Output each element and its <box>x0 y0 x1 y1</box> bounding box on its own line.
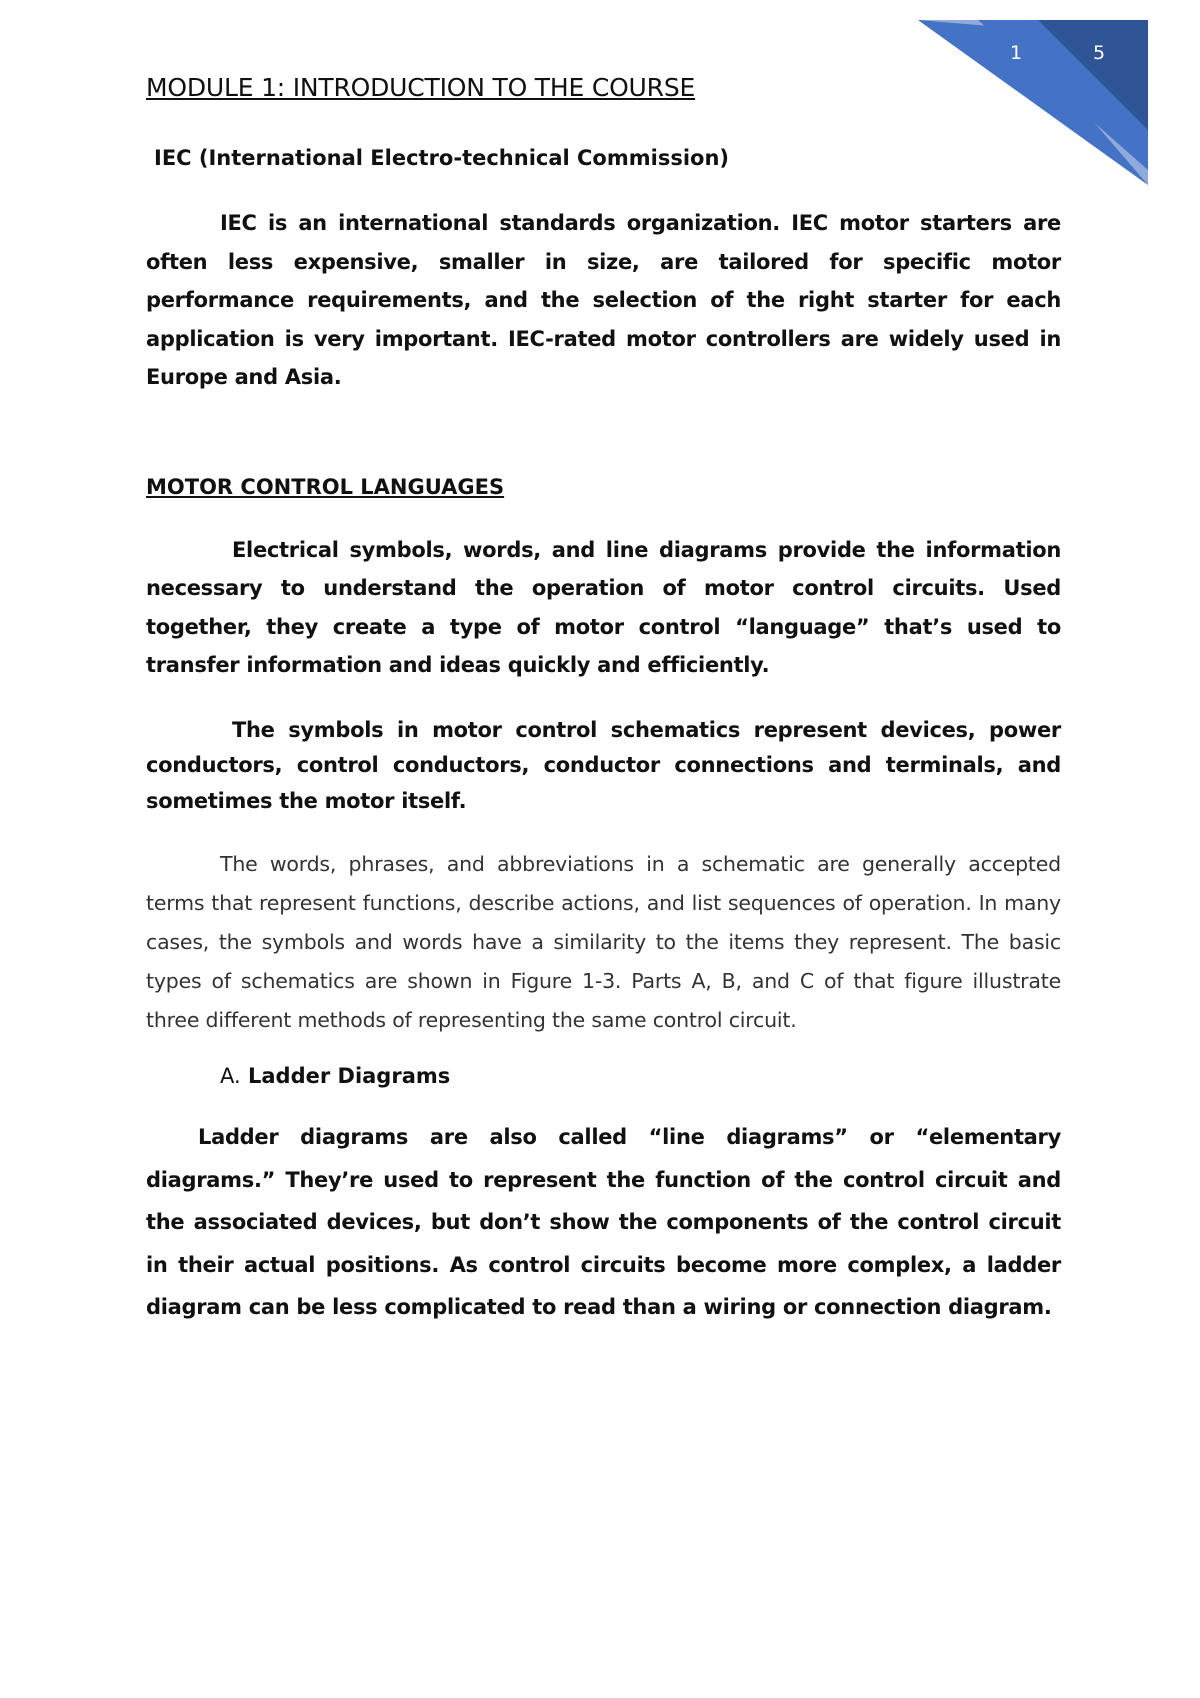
page-number-right: 5 <box>1093 42 1106 64</box>
iec-heading: IEC (International Electro-technical Commission) <box>154 146 729 170</box>
module-title: MODULE 1: INTRODUCTION TO THE COURSE <box>146 73 696 102</box>
motor-control-paragraph-2: The symbols in motor control schematics represent devices, power conductors, control conductors, conductor connections and terminals, and sometimes the motor itself. <box>146 717 1061 813</box>
motor-control-heading: MOTOR CONTROL LANGUAGES <box>146 474 505 499</box>
motor-control-paragraph-3: The words, phrases, and abbreviations in a schematic are generally accepted terms that represent functions, describe actions, and list sequences of operation. In many cases, the symbols and words have a similarity to the items they represent. The basic types of schematics are shown in Figure 1-3. Parts A, B, and C of that figure illustrate three different methods of representing the same control circuit. <box>146 852 1061 1032</box>
ladder-paragraph: Ladder diagrams are also called “line diagrams” or “elementary diagrams.” They’re used to represent the function of the control circuit and the associated devices, but don’t show the components of the control circuit in their actual positions. As control circuits become more complex, a ladder diagram can be less complicated to read than a wiring or connection diagram. <box>146 1125 1061 1319</box>
motor-control-paragraph-1: Electrical symbols, words, and line diagrams provide the information necessary to understand the operation of motor control circuits. Used together, they create a type of motor control “language” that’s used to transfer information and ideas quickly and efficiently. <box>146 537 1061 677</box>
ladder-subheading-letter: A. <box>220 1064 241 1088</box>
page-number-left: 1 <box>1010 42 1023 64</box>
ladder-subheading-text: Ladder Diagrams <box>247 1064 451 1088</box>
page-content <box>146 68 1061 1329</box>
iec-paragraph: IEC is an international standards organization. IEC motor starters are often less expensive, smaller in size, are tailored for specific motor performance requirements, and the selection of the right starter for each application is very important. IEC-rated motor controllers are widely used in Europe and Asia. <box>146 211 1061 389</box>
ladder-subheading <box>220 1056 1061 1096</box>
